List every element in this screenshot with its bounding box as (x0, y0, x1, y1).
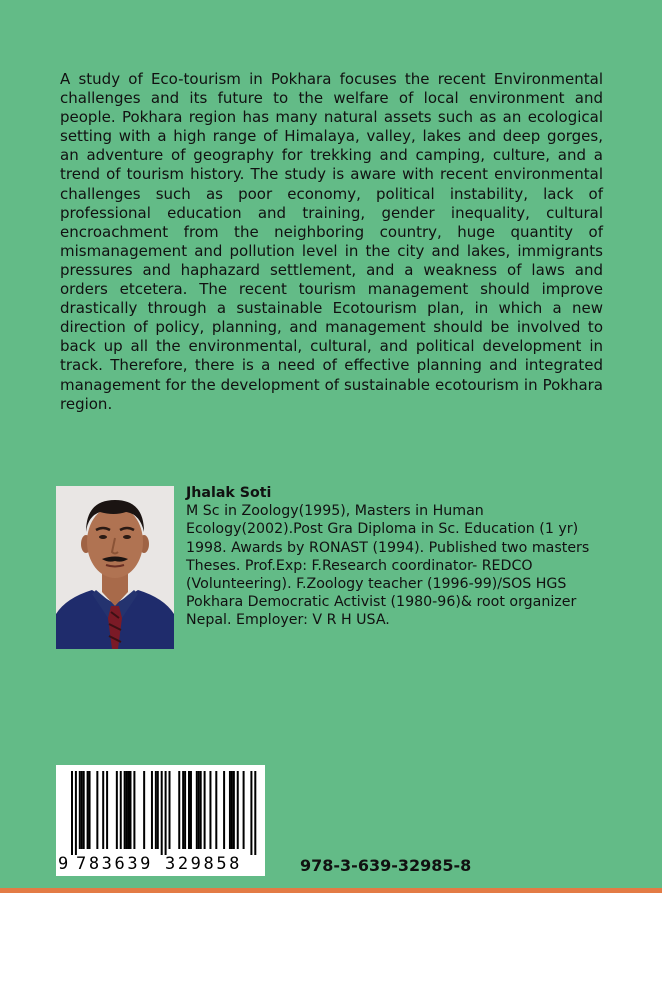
barcode-bar (128, 771, 130, 849)
barcode-bar (204, 771, 206, 849)
barcode-bar (237, 771, 239, 849)
barcode-bar (102, 771, 104, 849)
barcode-bar (130, 771, 132, 849)
barcode-bar (133, 771, 135, 849)
author-name: Jhalak Soti (186, 485, 272, 501)
barcode-bar (182, 771, 184, 849)
barcode-bar (126, 771, 128, 849)
barcode-digits (56, 854, 265, 874)
barcode-bar (209, 771, 211, 849)
barcode-bar (116, 771, 118, 849)
barcode-bar (184, 771, 186, 849)
barcode-bar (155, 771, 157, 849)
barcode-bar (124, 771, 126, 849)
barcode-right-digits: 329858 (165, 854, 243, 874)
barcode-bar (243, 771, 245, 849)
author-section (186, 484, 596, 630)
barcode-bar (196, 771, 198, 849)
barcode-bar (143, 771, 145, 849)
barcode-bar (200, 771, 202, 849)
book-description: A study of Eco-tourism in Pokhara focuses the recent Environmental challenges and its future to the welfare of local environment and people. Pokhara region has many natural assets such as an ecological setting with a high range of Himalaya, valley, lakes and deep gorges, an adventure of geography for trekking and camping, culture, and a trend of tourism history. The study is aware with recent environmental challenges such as poor economy, political instability, lack of professional education and training, gender inequality, cultural encroachment from the neighboring country, huge quantity of mismanagement and pollution level in the city and lakes, immigrants pressures and haphazard settlement, and a weakness of laws and orders etcetera. The recent tourism management should improve drastically through a sustainable Ecotourism plan, in which a new direction of policy, planning, and management should be involved to back up all the environmental, cultural, and political development in track. Therefore, there is a need of effective planning and integrated management for the development of sustainable ecotourism in Pokhara region. (60, 70, 603, 413)
barcode-first-digit: 9 (58, 854, 69, 874)
barcode-bar (81, 771, 83, 849)
barcode-bar (223, 771, 225, 849)
barcode-bar (79, 771, 81, 849)
barcode-bar (165, 771, 167, 855)
barcode-bar (151, 771, 153, 849)
barcode-bar (161, 771, 163, 855)
barcode-bar (229, 771, 231, 849)
barcode-bar (157, 771, 159, 849)
barcode-left-digits: 783639 (76, 854, 154, 874)
barcode-bar (106, 771, 108, 849)
barcode (56, 765, 265, 876)
barcode-bar (89, 771, 91, 849)
barcode-bar (75, 771, 77, 855)
barcode-bar (215, 771, 217, 849)
barcode-bar (96, 771, 98, 849)
barcode-bar (120, 771, 122, 849)
barcode-bar (190, 771, 192, 849)
barcode-bar (233, 771, 235, 849)
orange-divider (0, 888, 662, 893)
barcode-bar (254, 771, 256, 855)
author-photo (56, 486, 174, 649)
isbn-number: 978-3-639-32985-8 (300, 856, 472, 875)
barcode-bar (231, 771, 233, 849)
barcode-bars-image (56, 765, 265, 855)
barcode-bar (87, 771, 89, 849)
barcode-bar (169, 771, 171, 849)
barcode-bar (250, 771, 252, 855)
barcode-bar (83, 771, 85, 849)
author-portrait-image (56, 486, 174, 649)
barcode-bar (188, 771, 190, 849)
barcode-bar (198, 771, 200, 849)
barcode-bar (178, 771, 180, 849)
barcode-bar (71, 771, 73, 855)
author-bio: M Sc in Zoology(1995), Masters in Human Ecology(2002).Post Gra Diploma in Sc. Education (1 yr) 1998. Awards by RONAST (1994). Published two masters Theses. Prof.Exp: F.Research coordinator- REDCO (Volunteering). F.Zoology teacher (1996-99)/SOS HGS Pokhara Democratic Activist (1980-96)& root organizer Nepal. Employer: V R H USA. (186, 503, 590, 629)
